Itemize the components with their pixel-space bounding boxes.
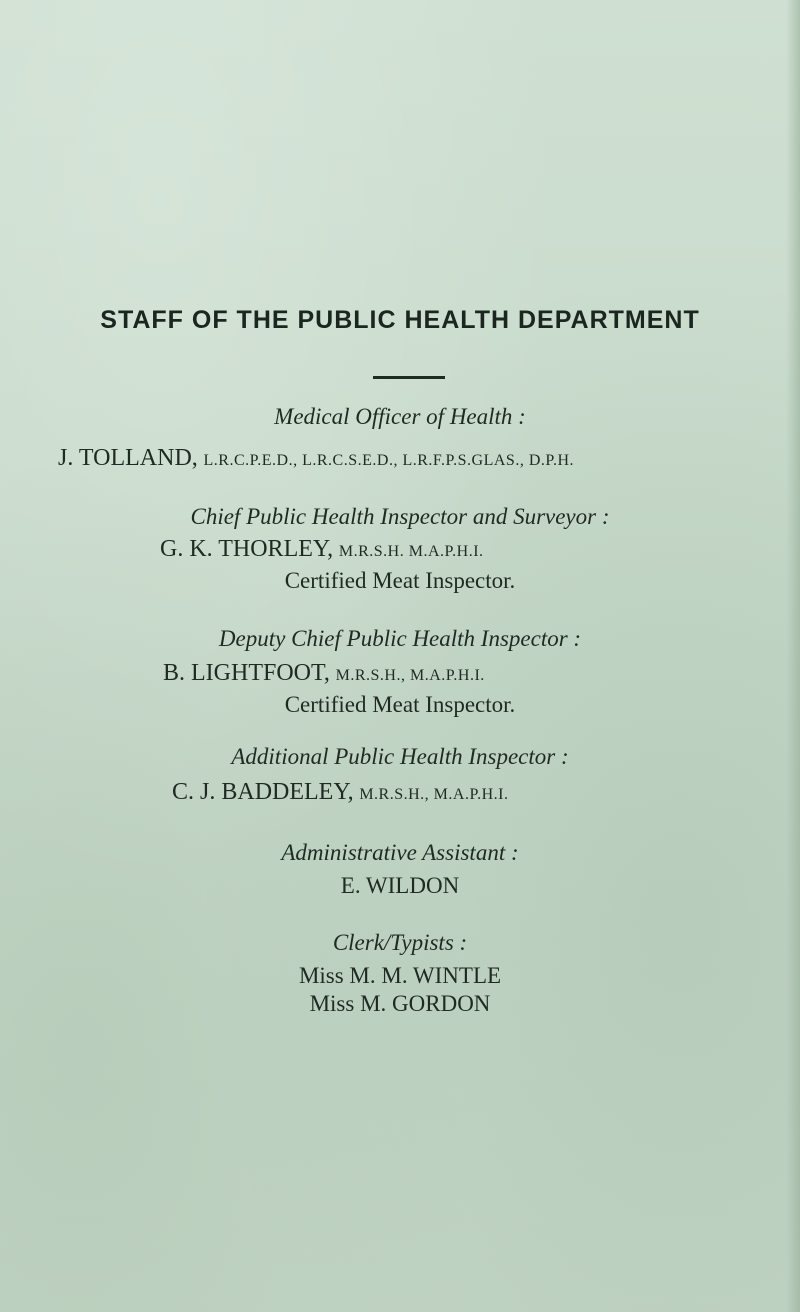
chief-role: Chief Public Health Inspector and Surveyor : [190,504,610,529]
moh-role: Medical Officer of Health : [274,404,526,429]
admin-name: E. WILDON [340,873,460,898]
chief-note: Certified Meat Inspector. [284,568,516,593]
page-title: STAFF OF THE PUBLIC HEALTH DEPARTMENT [100,306,700,334]
additional-entry [172,779,800,806]
clerks-role: Clerk/Typists : [332,930,468,955]
chief-name: G. K. THORLEY, [160,536,334,562]
clerk-name-1: Miss M. M. WINTLE [298,963,502,988]
additional-qualifications: M.R.S.H., M.A.P.H.I. [359,786,509,803]
deputy-role: Deputy Chief Public Health Inspector : [218,626,582,651]
chief-entry [160,536,800,563]
moh-entry [58,445,800,472]
deputy-name: B. LIGHTFOOT, [163,660,330,686]
deputy-qualifications: M.R.S.H., M.A.P.H.I. [335,667,485,684]
page-edge-shadow [786,0,800,1312]
moh-name: J. TOLLAND, [58,445,198,471]
chief-qualifications: M.R.S.H. M.A.P.H.I. [338,543,484,560]
deputy-note: Certified Meat Inspector. [284,692,516,717]
clerk-name-2: Miss M. GORDON [309,991,491,1016]
deputy-entry [163,660,800,687]
moh-qualifications: L.R.C.P.E.D., L.R.C.S.E.D., L.R.F.P.S.GLAS., D.P.H. [203,452,575,469]
additional-name: C. J. BADDELEY, [172,779,354,805]
title-divider [373,376,445,379]
additional-role: Additional Public Health Inspector : [231,744,569,769]
admin-role: Administrative Assistant : [281,840,519,865]
